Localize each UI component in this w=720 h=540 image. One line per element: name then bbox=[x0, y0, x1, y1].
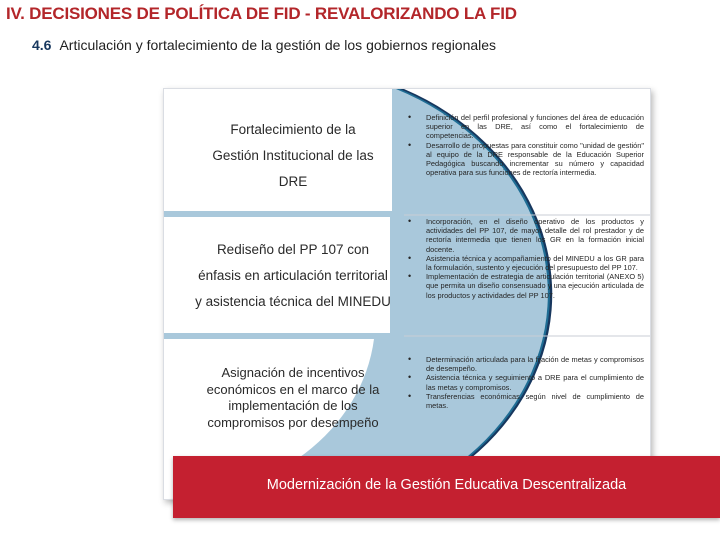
label-line: económicos en el marco de la bbox=[206, 381, 380, 397]
label-line: y asistencia técnica del MINEDU bbox=[195, 294, 391, 309]
label-line: Fortalecimiento de la bbox=[230, 122, 356, 137]
bullet-list-institutional bbox=[408, 113, 644, 177]
bullet-item: • Incorporación, en el diseño operativo de los productos y actividades del PP 107, de mayor detalle del rol prestador y de rectoría intermedia que tienen los GR en la formación inicial docente. bbox=[408, 217, 644, 254]
label-line: Gestión Institucional de las bbox=[212, 148, 374, 163]
bullet-item: • Asistencia técnica y seguimiento a DRE para el cumplimiento de las metas y compromisos. bbox=[408, 373, 644, 391]
label-line: Asignación de incentivos bbox=[221, 365, 365, 380]
bullet-item: • Transferencias económicas según nivel de cumplimiento de metas. bbox=[408, 392, 644, 410]
label-line: énfasis en articulación territorial bbox=[198, 268, 388, 283]
bullet-item: • Asistencia técnica y acompañamiento del MINEDU a los GR para la formulación, sustento y ejecución del presupuesto del PP 107. bbox=[408, 254, 644, 272]
label-line: Rediseño del PP 107 con bbox=[216, 242, 370, 257]
bullet-item: • Implementación de estrategia de articulación territorial (ANEXO 5) que permita un diseño consensuado y una ejecución articulada de los productos y actividades del PP 107. bbox=[408, 272, 644, 300]
block-label-institutional bbox=[190, 117, 396, 195]
block-label-incentives bbox=[190, 365, 396, 431]
bullet-item: • Determinación articulada para la fijación de metas y compromisos de desempeño. bbox=[408, 355, 644, 373]
footer-banner bbox=[173, 456, 720, 518]
footer-text: Modernización de la Gestión Educativa Descentralizada bbox=[266, 477, 627, 493]
label-line: DRE bbox=[278, 174, 308, 189]
section-title: Articulación y fortalecimiento de la gestión de los gobiernos regionales bbox=[59, 37, 497, 53]
page-title: IV. DECISIONES DE POLÍTICA DE FID - REVALORIZANDO LA FID bbox=[6, 4, 517, 23]
section-number: 4.6 bbox=[32, 37, 52, 53]
bullet-list-pp107 bbox=[408, 217, 644, 300]
bullet-list-incentives bbox=[408, 355, 644, 410]
bullet-item: • Definición del perfil profesional y funciones del área de educación superior en las DRE, así como el fortalecimiento de competencias. bbox=[408, 113, 644, 141]
label-line: implementación de los bbox=[228, 398, 358, 413]
section-subtitle bbox=[32, 37, 496, 53]
block-label-pp107 bbox=[190, 237, 396, 315]
bullet-item: • Desarrollo de propuestas para constituir como "unidad de gestión" al equipo de la DRE responsable de la Educación Superior Pedagógica buscando incrementar su número y capacidad operativa para sus funciones de rectoría intermedia. bbox=[408, 141, 644, 178]
label-line: compromisos por desempeño bbox=[207, 414, 379, 430]
policy-diagram bbox=[163, 88, 651, 500]
